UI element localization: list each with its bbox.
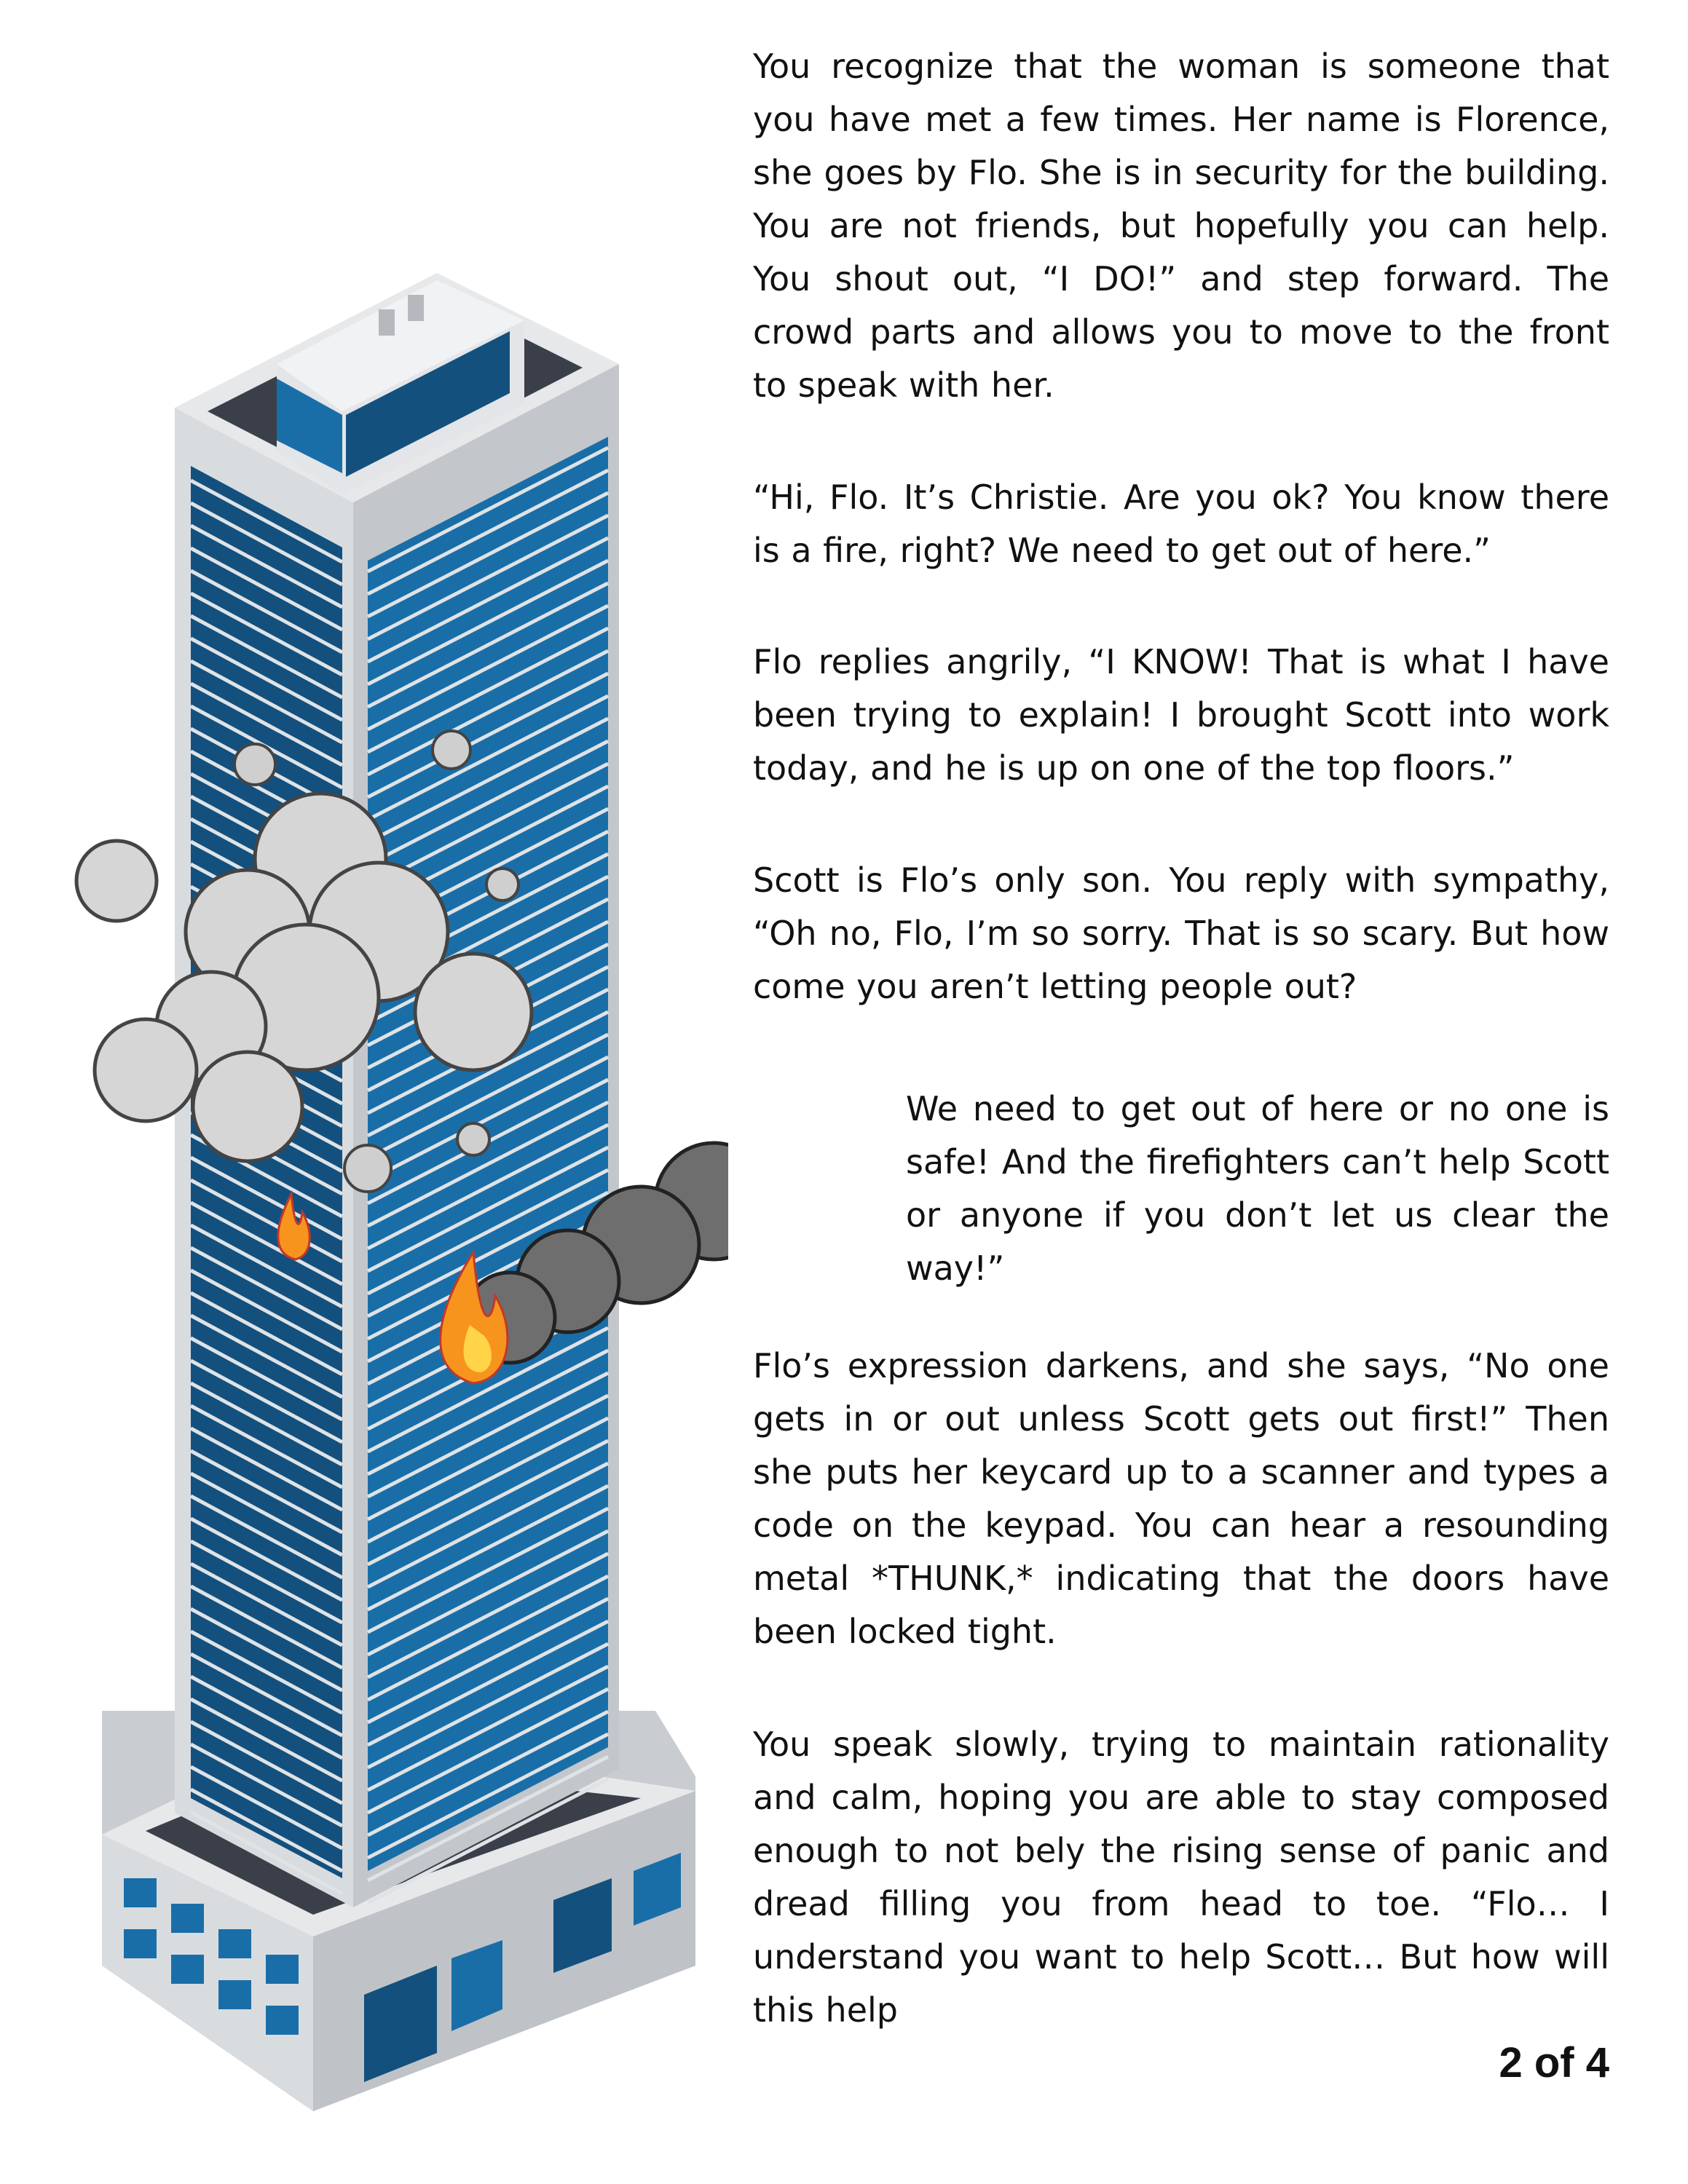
paragraph-6: Flo’s expression darkens, and she says, “No one gets in or out unless Scott gets out first!” Then she puts her keycard up to a scanner and types a code on the keypad. You can hear a resounding metal *THUNK,* indicating that the doors have been locked tight. bbox=[753, 1346, 1609, 1651]
paragraph-1: You recognize that the woman is someone that you have met a few times. Her name is Florence, she goes by Flo. She is in security for the building. You are not friends, but hopefully you can help. You shout out, “I DO!” and step forward. The crowd parts and allows you to move to the front to speak with her. bbox=[753, 47, 1609, 405]
burning-building-illustration bbox=[0, 0, 728, 2184]
paragraph-7: You speak slowly, trying to maintain rationality and calm, hoping you are able to stay composed enough to not bely the rising sense of panic and dread filling you from head to toe. “Flo… I understand you want to help Scott… But how will this help bbox=[753, 1725, 1609, 2030]
paragraph-5: We need to get out of here or no one is safe! And the firefighters can’t help Scott or anyone if you don’t let us clear the way!” bbox=[906, 1089, 1609, 1288]
paragraph-3: Flo replies angrily, “I KNOW! That is what I have been trying to explain! I brought Scott into work today, and he is up on one of the top floors.” bbox=[753, 642, 1609, 788]
paragraph-2: “Hi, Flo. It’s Christie. Are you ok? You know there is a fire, right? We need to get out of here.” bbox=[753, 478, 1609, 570]
paragraph-4: Scott is Flo’s only son. You reply with sympathy, “Oh no, Flo, I’m so sorry. That is so scary. But how come you aren’t letting people out? bbox=[753, 860, 1609, 1006]
page-number: 2 of 4 bbox=[1499, 2039, 1609, 2086]
